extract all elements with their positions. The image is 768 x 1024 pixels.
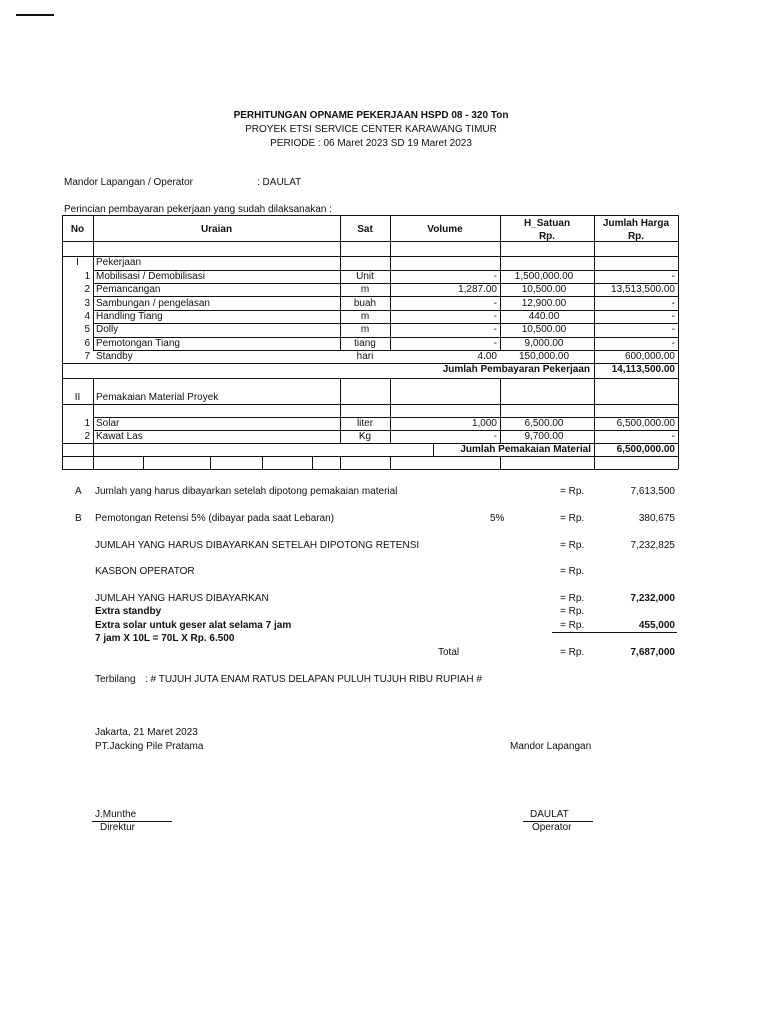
after-retensi-rp: = Rp. bbox=[560, 540, 585, 551]
table-line bbox=[678, 378, 679, 443]
row-harga: 9,000.00 bbox=[524, 337, 564, 349]
row-harga: 12,900.00 bbox=[521, 297, 567, 309]
table-line bbox=[390, 456, 391, 469]
row-harga: 9,700.00 bbox=[524, 431, 564, 442]
table-line bbox=[262, 456, 263, 469]
intro-text: Perincian pembayaran pekerjaan yang sudah dilaksanakan : bbox=[64, 204, 332, 215]
summary-b-value: 380,675 bbox=[638, 513, 675, 524]
summary-b-rp: = Rp. bbox=[560, 513, 585, 524]
section-2-title: Pemakaian Material Proyek bbox=[96, 392, 219, 403]
row-no: 5 bbox=[84, 324, 90, 336]
row-uraian: Mobilisasi / Demobilisasi bbox=[96, 271, 205, 282]
row-harga: 10,500.00 bbox=[521, 324, 567, 336]
row-volume: 1,000 bbox=[471, 418, 497, 429]
harus-dibayar-rp: = Rp. bbox=[560, 593, 585, 604]
mandor-label: Mandor Lapangan / Operator bbox=[64, 177, 193, 188]
table-line bbox=[340, 456, 341, 469]
row-harga: 150,000.00 bbox=[518, 350, 570, 362]
extra-solar-calc: 7 jam X 10L = 70L X Rp. 6.500 bbox=[95, 633, 235, 644]
subtotal-1-value: 14,113,500.00 bbox=[611, 364, 675, 375]
table-line bbox=[62, 404, 678, 405]
row-volume: - bbox=[493, 297, 497, 309]
header-sat: Sat bbox=[357, 224, 373, 235]
subtotal-1-label: Jumlah Pembayaran Pekerjaan bbox=[442, 364, 590, 375]
total-rule bbox=[552, 632, 677, 633]
row-uraian: Standby bbox=[96, 350, 133, 362]
table-line bbox=[62, 456, 678, 457]
row-jumlah: - bbox=[671, 431, 675, 442]
terbilang-value: : # TUJUH JUTA ENAM RATUS DELAPAN PULUH TUJUH RIBU RUPIAH # bbox=[145, 674, 482, 685]
header-h-satuan-rp: Rp. bbox=[538, 231, 556, 242]
table-top-border bbox=[62, 215, 678, 216]
summary-b-pct: 5% bbox=[490, 513, 505, 524]
total-value: 7,687,000 bbox=[630, 647, 675, 658]
table-line bbox=[93, 378, 94, 443]
table-line bbox=[93, 443, 94, 469]
row-sat: m bbox=[360, 284, 370, 296]
header-jumlah-rp: Rp. bbox=[627, 231, 645, 242]
summary-b-letter: B bbox=[75, 513, 82, 524]
extra-standby-text: Extra standby bbox=[95, 606, 162, 617]
row-uraian: Sambungan / pengelasan bbox=[96, 297, 210, 309]
kasbon-text: KASBON OPERATOR bbox=[95, 566, 195, 577]
row-jumlah: - bbox=[671, 337, 675, 349]
row-no: 6 bbox=[84, 337, 90, 349]
row-volume: - bbox=[493, 431, 497, 442]
row-no: 2 bbox=[84, 431, 90, 442]
row-volume: - bbox=[493, 324, 497, 336]
right-signer-title: Operator bbox=[532, 822, 572, 833]
extra-solar-text: Extra solar untuk geser alat selama 7 jam bbox=[95, 620, 292, 631]
scan-artifact-line bbox=[16, 14, 54, 16]
document-title: PERHITUNGAN OPNAME PEKERJAAN HSPD 08 - 320 Ton bbox=[233, 110, 509, 121]
row-volume: - bbox=[493, 271, 497, 282]
row-sat: Unit bbox=[356, 271, 374, 282]
table-line bbox=[500, 456, 501, 469]
right-role: Mandor Lapangan bbox=[510, 741, 592, 752]
row-jumlah: 6,500,000.00 bbox=[616, 418, 675, 429]
company-name: PT.Jacking Pile Pratama bbox=[95, 741, 204, 752]
row-volume: 4.00 bbox=[477, 350, 497, 362]
row-no: 4 bbox=[84, 310, 90, 322]
summary-a-letter: A bbox=[75, 486, 82, 497]
row-harga: 440.00 bbox=[528, 310, 560, 322]
row-sat: m bbox=[360, 324, 370, 336]
row-sat: hari bbox=[356, 350, 374, 362]
header-uraian: Uraian bbox=[200, 224, 233, 235]
header-jumlah: Jumlah Harga bbox=[602, 218, 670, 229]
table-line bbox=[143, 456, 144, 469]
extra-solar-rp: = Rp. bbox=[560, 620, 585, 631]
table-line bbox=[62, 378, 678, 379]
subtotal-2-value: 6,500,000.00 bbox=[616, 444, 675, 455]
harus-dibayar-text: JUMLAH YANG HARUS DIBAYARKAN bbox=[95, 593, 269, 604]
period: PERIODE : 06 Maret 2023 SD 19 Maret 2023 bbox=[270, 138, 472, 149]
table-line bbox=[594, 456, 595, 469]
table-bottom-border bbox=[62, 469, 678, 470]
table-line bbox=[210, 456, 211, 469]
row-uraian: Pemancangan bbox=[96, 284, 161, 296]
terbilang-label: Terbilang bbox=[95, 674, 136, 685]
row-uraian: Handling Tiang bbox=[96, 310, 163, 322]
row-uraian: Pemotongan Tiang bbox=[96, 337, 180, 349]
kasbon-rp: = Rp. bbox=[560, 566, 585, 577]
section-1-no: I bbox=[76, 257, 79, 268]
table-line bbox=[93, 215, 94, 350]
row-no: 7 bbox=[84, 350, 90, 362]
row-jumlah: 13,513,500.00 bbox=[611, 284, 675, 296]
after-retensi-text: JUMLAH YANG HARUS DIBAYARKAN SETELAH DIPOTONG RETENSI bbox=[95, 540, 420, 551]
summary-a-text: Jumlah yang harus dibayarkan setelah dipotong pemakaian material bbox=[95, 486, 398, 497]
summary-a-value: 7,613,500 bbox=[630, 486, 675, 497]
table-line bbox=[678, 443, 679, 469]
right-signer-name: DAULAT bbox=[530, 809, 569, 820]
row-uraian: Kawat Las bbox=[96, 431, 143, 442]
extra-solar-value: 455,000 bbox=[638, 620, 675, 631]
place-date: Jakarta, 21 Maret 2023 bbox=[95, 727, 198, 738]
summary-b-text: Pemotongan Retensi 5% (dibayar pada saat Lebaran) bbox=[95, 513, 335, 524]
extra-standby-rp: = Rp. bbox=[560, 606, 585, 617]
row-harga: 1,500,000.00 bbox=[514, 271, 574, 282]
row-volume: - bbox=[493, 337, 497, 349]
row-no: 3 bbox=[84, 297, 90, 309]
row-sat: liter bbox=[356, 418, 374, 429]
header-volume: Volume bbox=[427, 224, 463, 235]
table-line bbox=[678, 350, 679, 378]
row-jumlah: - bbox=[671, 324, 675, 336]
row-uraian: Solar bbox=[96, 418, 120, 429]
harus-dibayar-value: 7,232,000 bbox=[630, 593, 675, 604]
row-jumlah: - bbox=[671, 310, 675, 322]
row-jumlah: - bbox=[671, 297, 675, 309]
row-sat: Kg bbox=[358, 431, 372, 442]
mandor-value: : DAULAT bbox=[257, 177, 302, 188]
row-sat: m bbox=[360, 310, 370, 322]
table-line bbox=[312, 456, 313, 469]
summary-a-rp: = Rp. bbox=[560, 486, 585, 497]
left-signer-name: J.Munthe bbox=[95, 809, 137, 820]
row-sat: tiang bbox=[354, 337, 376, 349]
row-harga: 10,500.00 bbox=[521, 284, 567, 296]
row-jumlah: - bbox=[671, 271, 675, 282]
total-rp: = Rp. bbox=[560, 647, 585, 658]
after-retensi-value: 7,232,825 bbox=[630, 540, 675, 551]
row-harga: 6,500.00 bbox=[524, 418, 564, 429]
project-name: PROYEK ETSI SERVICE CENTER KARAWANG TIMUR bbox=[245, 124, 497, 135]
row-volume: 1,287.00 bbox=[458, 284, 497, 296]
table-line bbox=[62, 443, 63, 469]
row-volume: - bbox=[493, 310, 497, 322]
header-no: No bbox=[70, 224, 85, 235]
row-no: 2 bbox=[84, 284, 90, 296]
total-label: Total bbox=[438, 647, 460, 658]
row-jumlah: 600,000.00 bbox=[624, 350, 675, 362]
table-line bbox=[678, 215, 679, 350]
row-no: 1 bbox=[84, 271, 90, 282]
row-uraian: Dolly bbox=[96, 324, 119, 336]
header-h-satuan: H_Satuan bbox=[523, 218, 571, 229]
section-2-no: II bbox=[74, 392, 81, 403]
left-signer-title: Direktur bbox=[100, 822, 136, 833]
row-no: 1 bbox=[84, 418, 90, 429]
row-sat: buah bbox=[353, 297, 377, 309]
subtotal-2-label: Jumlah Pemakaian Material bbox=[460, 444, 591, 455]
section-1-title: Pekerjaan bbox=[96, 257, 142, 268]
